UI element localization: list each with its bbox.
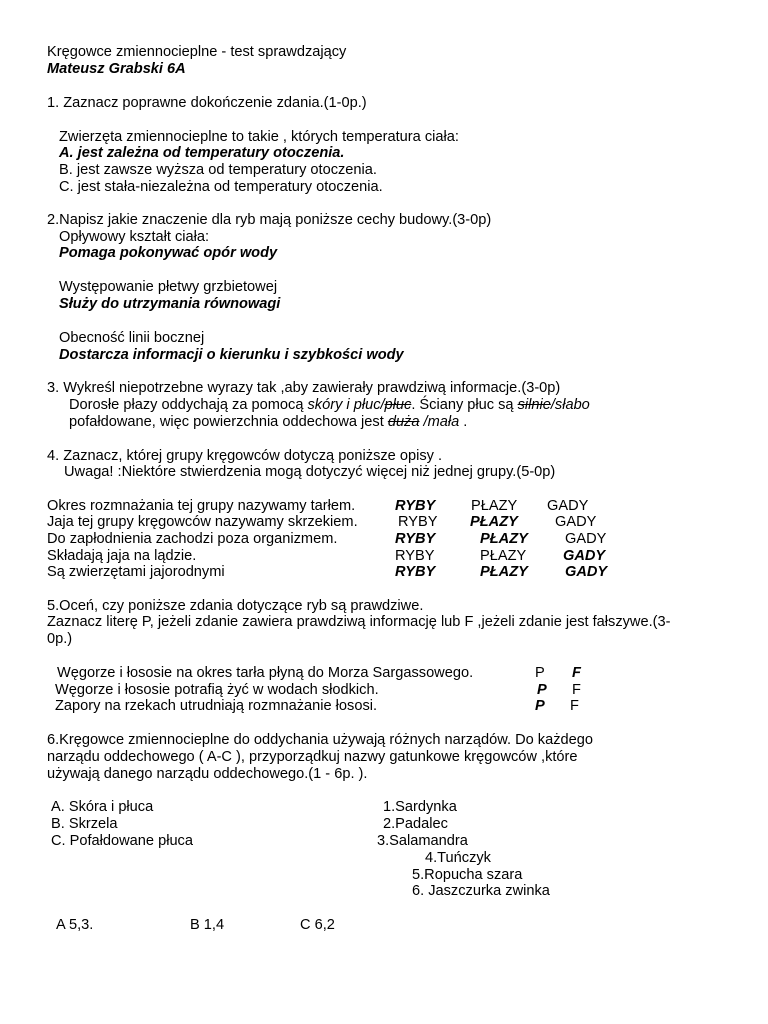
q5-row-3-text: Zapory na rzekach utrudniają rozmnażanie łososi. — [55, 698, 378, 714]
q4-row-1-plazy: PŁAZY — [471, 498, 518, 514]
document-title: Kręgowce zmiennocieplne - test sprawdzający — [47, 44, 347, 60]
q3-question: 3. Wykreśl niepotrzebne wyrazy tak ,aby zawierały prawdziwą informacje.(3-0p) — [47, 380, 561, 396]
q5-row-3-p: P — [535, 698, 545, 714]
q6-species-6: 6. Jaszczurka zwinka — [412, 883, 550, 899]
q2-answer-1: Pomaga pokonywać opór wody — [59, 245, 278, 261]
q6-species-2: 2.Padalec — [383, 816, 448, 832]
q3-kept-word: skóry i płuc/ — [307, 397, 385, 413]
q5-row-2-p: P — [537, 682, 547, 698]
student-name: Mateusz Grabski 6A — [47, 61, 186, 77]
q3-struck-word: duża — [387, 414, 420, 430]
q5-row-1-f: F — [572, 665, 581, 681]
q4-row-2-text: Jaja tej grupy kręgowców nazywamy skrzekiem. — [47, 514, 358, 530]
q1-option-b: B. jest zawsze wyższa od temperatury otoczenia. — [59, 162, 377, 178]
q4-row-5-plazy: PŁAZY — [480, 564, 528, 580]
q5-row-1-text: Węgorze i łososie na okres tarła płyną do Morza Sargassowego. — [57, 665, 474, 681]
q1-stem: Zwierzęta zmiennocieplne to takie , których temperatura ciała: — [59, 129, 459, 145]
q5-row-2-text: Węgorze i łososie potrafią żyć w wodach słodkich. — [55, 682, 379, 698]
q4-row-2-plazy: PŁAZY — [470, 514, 518, 530]
q4-row-5-gady: GADY — [565, 564, 608, 580]
q1-question: 1. Zaznacz poprawne dokończenie zdania.(1-0p.) — [47, 95, 367, 111]
q6-species-3: 3.Salamandra — [377, 833, 468, 849]
q4-row-4-ryby: RYBY — [395, 548, 435, 564]
q2-question: 2.Napisz jakie znaczenie dla ryb mają poniższe cechy budowy.(3-0p) — [47, 212, 492, 228]
q5-instruction: Zaznacz literę P, jeżeli zdanie zawiera prawdziwą informację lub F ,jeżeli zdanie jest fałszywe.(3- — [47, 614, 671, 630]
q4-row-2-gady: GADY — [555, 514, 597, 530]
q3-kept-word: /słabo — [550, 397, 590, 413]
q6-species-5: 5.Ropucha szara — [412, 867, 523, 883]
q2-feature-3: Obecność linii bocznej — [59, 330, 205, 346]
q4-row-1-ryby: RYBY — [395, 498, 436, 514]
q5-row-1-p: P — [535, 665, 545, 681]
q6-answer-b: B 1,4 — [190, 917, 225, 933]
q4-note: Uwaga! :Niektóre stwierdzenia mogą dotyczyć więcej niż jednej grupy.(5-0p) — [64, 464, 556, 480]
q2-answer-2: Służy do utrzymania równowagi — [59, 296, 281, 312]
q6-answer-c: C 6,2 — [300, 917, 335, 933]
q5-row-2-f: F — [572, 682, 581, 698]
q6-question-line-2: narządu oddechowego ( A-C ), przyporządkuj nazwy gatunkowe kręgowców ,które — [47, 749, 578, 765]
q2-answer-3: Dostarcza informacji o kierunku i szybkości wody — [59, 347, 404, 363]
q3-text: Dorosłe płazy oddychają za pomocą — [69, 397, 308, 413]
q4-row-4-plazy: PŁAZY — [480, 548, 527, 564]
q3-struck-word: silnie — [517, 397, 551, 413]
q4-row-4-gady: GADY — [563, 548, 606, 564]
q2-feature-1: Opływowy kształt ciała: — [59, 229, 210, 245]
q6-species-1: 1.Sardynka — [383, 799, 457, 815]
q4-row-4-text: Składają jaja na lądzie. — [47, 548, 197, 564]
q4-row-1-gady: GADY — [547, 498, 589, 514]
q6-question-line-3: używają danego narządu oddechowego.(1 - 6p. ). — [47, 766, 368, 782]
q6-organ-a: A. Skóra i płuca — [51, 799, 154, 815]
q6-answer-a: A 5,3. — [56, 917, 94, 933]
q4-row-3-text: Do zapłodnienia zachodzi poza organizmem. — [47, 531, 338, 547]
q6-organ-c: C. Pofałdowane płuca — [51, 833, 193, 849]
q4-row-5-text: Są zwierzętami jajorodnymi — [47, 564, 225, 580]
q3-text: pofałdowane, więc powierzchnia oddechowa jest — [69, 414, 388, 430]
q3-text: . — [459, 414, 468, 430]
q4-row-3-plazy: PŁAZY — [480, 531, 528, 547]
q4-question: 4. Zaznacz, której grupy kręgowców dotyczą poniższe opisy . — [47, 448, 443, 464]
q4-row-2-ryby: RYBY — [398, 514, 438, 530]
q4-row-1-text: Okres rozmnażania tej grupy nazywamy tarłem. — [47, 498, 356, 514]
q3-line-2 — [69, 414, 467, 431]
q3-kept-word: /mała — [419, 414, 460, 430]
q1-option-c: C. jest stała-niezależna od temperatury otoczenia. — [59, 179, 383, 195]
q2-feature-2: Występowanie płetwy grzbietowej — [59, 279, 278, 295]
q3-struck-word: płuc — [384, 397, 412, 413]
q3-line-1 — [69, 397, 590, 414]
q6-organ-b: B. Skrzela — [51, 816, 118, 832]
q4-row-5-ryby: RYBY — [395, 564, 436, 580]
q4-row-3-gady: GADY — [565, 531, 607, 547]
q1-option-a: A. jest zależna od temperatury otoczenia. — [59, 145, 345, 161]
q4-row-3-ryby: RYBY — [395, 531, 436, 547]
q6-species-4: 4.Tuńczyk — [425, 850, 491, 866]
q5-row-3-f: F — [570, 698, 579, 714]
q6-question-line-1: 6.Kręgowce zmiennocieplne do oddychania używają różnych narządów. Do każdego — [47, 732, 593, 748]
q3-text: . Ściany płuc są — [411, 397, 518, 413]
q5-question: 5.Oceń, czy poniższe zdania dotyczące ryb są prawdziwe. — [47, 598, 424, 614]
q5-instruction-cont: 0p.) — [47, 631, 73, 647]
